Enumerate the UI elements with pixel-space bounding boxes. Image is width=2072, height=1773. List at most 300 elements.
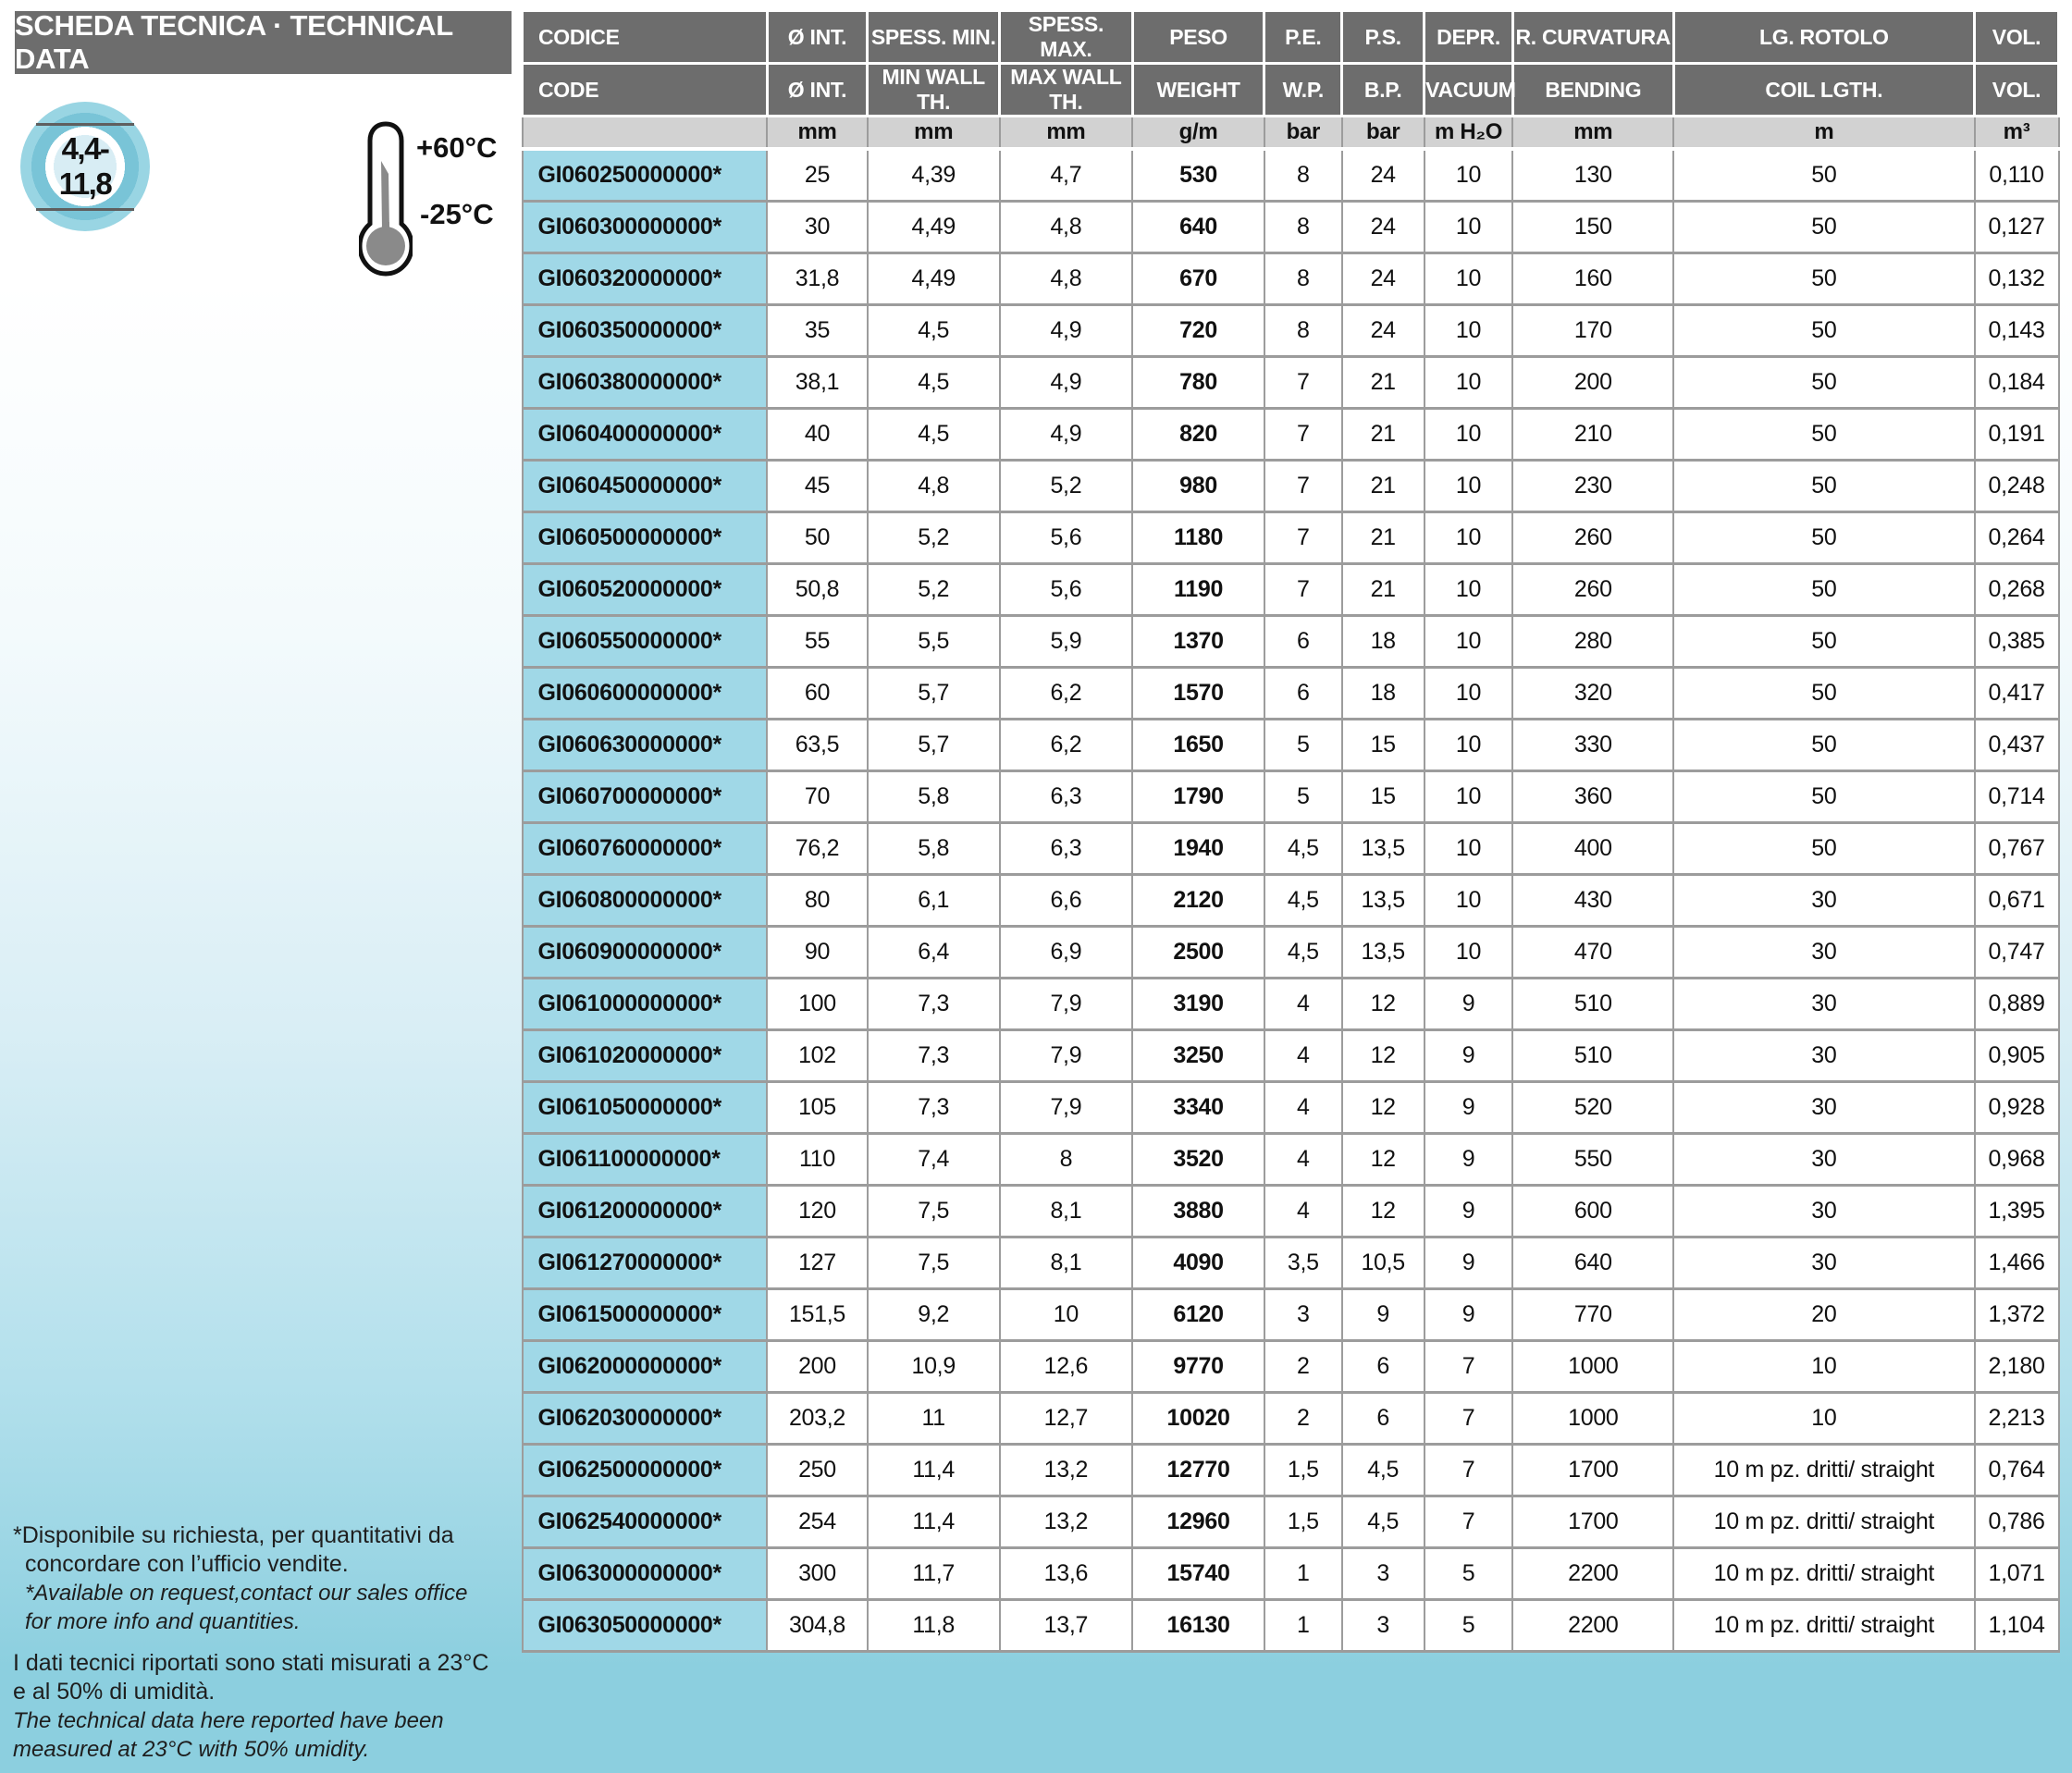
data-cell: 21 <box>1342 461 1424 512</box>
data-cell: 50 <box>1673 771 1974 823</box>
data-cell: 1000 <box>1512 1393 1673 1445</box>
data-cell: 5,2 <box>1000 461 1133 512</box>
data-cell: 3 <box>1342 1548 1424 1600</box>
data-cell: 2200 <box>1512 1600 1673 1652</box>
data-cell: 105 <box>767 1082 868 1134</box>
code-cell: GI060900000000* <box>523 927 768 979</box>
code-cell: GI060320000000* <box>523 253 768 305</box>
table-row <box>523 668 2059 720</box>
data-cell: 8 <box>1264 305 1342 357</box>
data-cell: 10 <box>1424 720 1513 771</box>
data-cell: 0,268 <box>1975 564 2059 616</box>
data-cell: 720 <box>1132 305 1264 357</box>
data-cell: 5,6 <box>1000 512 1133 564</box>
data-cell: 0,110 <box>1975 149 2059 202</box>
data-cell: 12,6 <box>1000 1341 1133 1393</box>
data-cell: 1,5 <box>1264 1445 1342 1496</box>
data-cell: 2500 <box>1132 927 1264 979</box>
data-cell: 35 <box>767 305 868 357</box>
footnote-available-it-line1: *Disponibile su richiesta, per quantitativi da <box>13 1522 454 1548</box>
table-row <box>523 1341 2059 1393</box>
column-header-it: R. CURVATURA <box>1512 11 1673 64</box>
data-cell: 5,2 <box>868 564 1000 616</box>
data-cell: 4 <box>1264 1134 1342 1186</box>
data-cell: 0,437 <box>1975 720 2059 771</box>
data-cell: 640 <box>1512 1237 1673 1289</box>
column-header-it: Ø INT. <box>767 11 868 64</box>
data-cell: 7 <box>1424 1496 1513 1548</box>
data-cell: 4,8 <box>868 461 1000 512</box>
table-row <box>523 461 2059 512</box>
data-cell: 102 <box>767 1030 868 1082</box>
table-row <box>523 1186 2059 1237</box>
data-cell: 120 <box>767 1186 868 1237</box>
data-cell: 10 <box>1424 461 1513 512</box>
column-header-en: W.P. <box>1264 64 1342 117</box>
data-cell: 4,5 <box>1264 875 1342 927</box>
data-cell: 3,5 <box>1264 1237 1342 1289</box>
data-cell: 9 <box>1424 1186 1513 1237</box>
data-cell: 6,4 <box>868 927 1000 979</box>
table-row <box>523 720 2059 771</box>
table-row <box>523 1030 2059 1082</box>
data-cell: 640 <box>1132 202 1264 253</box>
data-cell: 5,7 <box>868 668 1000 720</box>
data-cell: 7,3 <box>868 979 1000 1030</box>
data-cell: 5,6 <box>1000 564 1133 616</box>
column-header-en: VOL. <box>1975 64 2059 117</box>
data-cell: 30 <box>1673 1186 1974 1237</box>
code-cell: GI060800000000* <box>523 875 768 927</box>
data-cell: 7 <box>1264 409 1342 461</box>
data-cell: 12770 <box>1132 1445 1264 1496</box>
data-cell: 1180 <box>1132 512 1264 564</box>
table-row <box>523 1496 2059 1548</box>
data-cell: 1700 <box>1512 1445 1673 1496</box>
data-cell: 50 <box>1673 202 1974 253</box>
column-header-it: LG. ROTOLO <box>1673 11 1974 64</box>
data-cell: 0,184 <box>1975 357 2059 409</box>
data-cell: 10,5 <box>1342 1237 1424 1289</box>
data-cell: 50 <box>1673 409 1974 461</box>
code-cell: GI063000000000* <box>523 1548 768 1600</box>
data-cell: 24 <box>1342 305 1424 357</box>
data-cell: 21 <box>1342 564 1424 616</box>
data-cell: 13,5 <box>1342 823 1424 875</box>
column-header-en: CODE <box>523 64 768 117</box>
data-cell: 4,7 <box>1000 149 1133 202</box>
data-cell: 55 <box>767 616 868 668</box>
data-cell: 1650 <box>1132 720 1264 771</box>
column-unit: mm <box>1512 117 1673 150</box>
table-row <box>523 927 2059 979</box>
data-cell: 1,395 <box>1975 1186 2059 1237</box>
data-cell: 1,071 <box>1975 1548 2059 1600</box>
data-cell: 12 <box>1342 1030 1424 1082</box>
code-cell: GI061270000000* <box>523 1237 768 1289</box>
data-cell: 16130 <box>1132 1600 1264 1652</box>
column-header-en: B.P. <box>1342 64 1424 117</box>
page-title: SCHEDA TECNICA · TECHNICAL DATA <box>15 11 512 74</box>
data-cell: 10 <box>1424 253 1513 305</box>
data-cell: 7 <box>1424 1341 1513 1393</box>
data-cell: 280 <box>1512 616 1673 668</box>
data-cell: 11,4 <box>868 1496 1000 1548</box>
data-cell: 2120 <box>1132 875 1264 927</box>
data-cell: 7,5 <box>868 1186 1000 1237</box>
data-cell: 780 <box>1132 357 1264 409</box>
data-cell: 24 <box>1342 149 1424 202</box>
data-cell: 15 <box>1342 720 1424 771</box>
column-header-en: MIN WALL TH. <box>868 64 1000 117</box>
column-header-it: PESO <box>1132 11 1264 64</box>
code-cell: GI062000000000* <box>523 1341 768 1393</box>
data-cell: 8,1 <box>1000 1186 1133 1237</box>
data-cell: 304,8 <box>767 1600 868 1652</box>
table-row <box>523 1289 2059 1341</box>
data-cell: 980 <box>1132 461 1264 512</box>
data-cell: 50 <box>1673 616 1974 668</box>
code-cell: GI062500000000* <box>523 1445 768 1496</box>
table-row <box>523 979 2059 1030</box>
data-cell: 520 <box>1512 1082 1673 1134</box>
temperature-max-label: +60°C <box>416 131 498 164</box>
table-row <box>523 564 2059 616</box>
data-cell: 9770 <box>1132 1341 1264 1393</box>
column-header-en: VACUUM <box>1424 64 1513 117</box>
data-cell: 10 <box>1424 616 1513 668</box>
data-cell: 9 <box>1424 1030 1513 1082</box>
data-cell: 10 <box>1424 202 1513 253</box>
data-cell: 0,248 <box>1975 461 2059 512</box>
data-cell: 5,7 <box>868 720 1000 771</box>
data-cell: 770 <box>1512 1289 1673 1341</box>
column-unit: mm <box>767 117 868 150</box>
data-cell: 3520 <box>1132 1134 1264 1186</box>
data-cell: 10020 <box>1132 1393 1264 1445</box>
data-cell: 6,2 <box>1000 720 1133 771</box>
data-cell: 5,8 <box>868 771 1000 823</box>
data-cell: 12 <box>1342 979 1424 1030</box>
data-cell: 1700 <box>1512 1496 1673 1548</box>
data-cell: 150 <box>1512 202 1673 253</box>
data-cell: 5,8 <box>868 823 1000 875</box>
code-cell: GI060700000000* <box>523 771 768 823</box>
data-cell: 12,7 <box>1000 1393 1133 1445</box>
data-cell: 4,8 <box>1000 202 1133 253</box>
data-cell: 31,8 <box>767 253 868 305</box>
data-cell: 90 <box>767 927 868 979</box>
column-header-it: DEPR. <box>1424 11 1513 64</box>
data-cell: 160 <box>1512 253 1673 305</box>
data-cell: 0,968 <box>1975 1134 2059 1186</box>
table-row <box>523 771 2059 823</box>
data-cell: 320 <box>1512 668 1673 720</box>
data-cell: 7,5 <box>868 1237 1000 1289</box>
data-cell: 3 <box>1264 1289 1342 1341</box>
data-cell: 13,2 <box>1000 1496 1133 1548</box>
data-cell: 530 <box>1132 149 1264 202</box>
footnote-available-en-line2: for more info and quantities. <box>25 1609 301 1634</box>
data-cell: 6 <box>1264 668 1342 720</box>
table-row <box>523 409 2059 461</box>
data-cell: 1940 <box>1132 823 1264 875</box>
data-cell: 10 <box>1424 927 1513 979</box>
temperature-min-label: -25°C <box>420 198 494 230</box>
table-row <box>523 1082 2059 1134</box>
data-cell: 13,7 <box>1000 1600 1133 1652</box>
data-cell: 10 <box>1000 1289 1133 1341</box>
data-cell: 10 m pz. dritti/ straight <box>1673 1600 1974 1652</box>
data-cell: 70 <box>767 771 868 823</box>
data-cell: 13,5 <box>1342 927 1424 979</box>
data-cell: 3 <box>1342 1600 1424 1652</box>
data-cell: 3190 <box>1132 979 1264 1030</box>
data-cell: 80 <box>767 875 868 927</box>
table-row <box>523 616 2059 668</box>
data-cell: 10 m pz. dritti/ straight <box>1673 1548 1974 1600</box>
thermometer-icon <box>359 120 413 279</box>
data-cell: 0,417 <box>1975 668 2059 720</box>
data-cell: 110 <box>767 1134 868 1186</box>
data-cell: 8 <box>1264 253 1342 305</box>
data-cell: 10 <box>1424 149 1513 202</box>
data-cell: 30 <box>1673 1134 1974 1186</box>
data-cell: 7 <box>1264 512 1342 564</box>
code-cell: GI060520000000* <box>523 564 768 616</box>
data-cell: 0,905 <box>1975 1030 2059 1082</box>
data-cell: 30 <box>1673 1237 1974 1289</box>
table-row <box>523 149 2059 202</box>
data-cell: 510 <box>1512 979 1673 1030</box>
data-cell: 1 <box>1264 1548 1342 1600</box>
data-cell: 7,4 <box>868 1134 1000 1186</box>
data-cell: 9 <box>1424 1237 1513 1289</box>
data-cell: 6,6 <box>1000 875 1133 927</box>
code-cell: GI063050000000* <box>523 1600 768 1652</box>
column-unit: mm <box>1000 117 1133 150</box>
data-cell: 7 <box>1424 1445 1513 1496</box>
data-cell: 5 <box>1424 1548 1513 1600</box>
data-cell: 50 <box>1673 461 1974 512</box>
column-unit: g/m <box>1132 117 1264 150</box>
data-cell: 6,3 <box>1000 771 1133 823</box>
data-cell: 4,5 <box>1264 823 1342 875</box>
table-row <box>523 1600 2059 1652</box>
data-cell: 45 <box>767 461 868 512</box>
data-cell: 10 <box>1424 305 1513 357</box>
code-cell: GI060600000000* <box>523 668 768 720</box>
data-cell: 7 <box>1424 1393 1513 1445</box>
data-cell: 1370 <box>1132 616 1264 668</box>
code-cell: GI061050000000* <box>523 1082 768 1134</box>
data-cell: 3250 <box>1132 1030 1264 1082</box>
data-cell: 200 <box>1512 357 1673 409</box>
data-cell: 12 <box>1342 1186 1424 1237</box>
data-cell: 2 <box>1264 1341 1342 1393</box>
table-row <box>523 253 2059 305</box>
column-unit: m H₂O <box>1424 117 1513 150</box>
data-cell: 550 <box>1512 1134 1673 1186</box>
data-cell: 5 <box>1264 720 1342 771</box>
table-row <box>523 1237 2059 1289</box>
data-cell: 250 <box>767 1445 868 1496</box>
data-cell: 1,466 <box>1975 1237 2059 1289</box>
code-cell: GI060450000000* <box>523 461 768 512</box>
code-cell: GI060550000000* <box>523 616 768 668</box>
data-cell: 430 <box>1512 875 1673 927</box>
data-cell: 5,5 <box>868 616 1000 668</box>
data-cell: 38,1 <box>767 357 868 409</box>
data-cell: 7,9 <box>1000 1030 1133 1082</box>
data-cell: 10 <box>1424 771 1513 823</box>
data-cell: 50 <box>767 512 868 564</box>
footnotes <box>13 1521 531 1764</box>
data-cell: 11,7 <box>868 1548 1000 1600</box>
column-header-it: P.S. <box>1342 11 1424 64</box>
data-cell: 30 <box>767 202 868 253</box>
data-cell: 5,9 <box>1000 616 1133 668</box>
data-cell: 30 <box>1673 1082 1974 1134</box>
data-cell: 3340 <box>1132 1082 1264 1134</box>
code-cell: GI061100000000* <box>523 1134 768 1186</box>
data-cell: 7 <box>1264 357 1342 409</box>
data-cell: 2200 <box>1512 1548 1673 1600</box>
code-cell: GI060380000000* <box>523 357 768 409</box>
data-cell: 1790 <box>1132 771 1264 823</box>
data-cell: 15 <box>1342 771 1424 823</box>
data-cell: 1190 <box>1132 564 1264 616</box>
data-cell: 7,9 <box>1000 979 1133 1030</box>
data-cell: 6,9 <box>1000 927 1133 979</box>
data-cell: 7,3 <box>868 1030 1000 1082</box>
table-row <box>523 512 2059 564</box>
column-header-it: SPESS. MAX. <box>1000 11 1133 64</box>
column-header-it: P.E. <box>1264 11 1342 64</box>
data-cell: 21 <box>1342 512 1424 564</box>
data-cell: 40 <box>767 409 868 461</box>
data-cell: 25 <box>767 149 868 202</box>
data-cell: 12 <box>1342 1134 1424 1186</box>
data-cell: 7,3 <box>868 1082 1000 1134</box>
data-cell: 1 <box>1264 1600 1342 1652</box>
code-cell: GI061000000000* <box>523 979 768 1030</box>
data-cell: 5 <box>1264 771 1342 823</box>
table-header-row <box>523 11 2059 64</box>
column-unit: mm <box>868 117 1000 150</box>
data-cell: 0,127 <box>1975 202 2059 253</box>
data-cell: 820 <box>1132 409 1264 461</box>
data-cell: 4,5 <box>868 357 1000 409</box>
column-unit: bar <box>1264 117 1342 150</box>
code-cell: GI060250000000* <box>523 149 768 202</box>
column-header-it: VOL. <box>1975 11 2059 64</box>
data-cell: 10 <box>1424 875 1513 927</box>
table-row <box>523 1548 2059 1600</box>
data-cell: 1,104 <box>1975 1600 2059 1652</box>
data-cell: 0,132 <box>1975 253 2059 305</box>
data-cell: 230 <box>1512 461 1673 512</box>
data-cell: 470 <box>1512 927 1673 979</box>
data-cell: 11,8 <box>868 1600 1000 1652</box>
data-cell: 9 <box>1424 1134 1513 1186</box>
data-cell: 5,2 <box>868 512 1000 564</box>
data-cell: 50 <box>1673 564 1974 616</box>
code-cell: GI060400000000* <box>523 409 768 461</box>
data-cell: 2 <box>1264 1393 1342 1445</box>
data-cell: 4,49 <box>868 202 1000 253</box>
data-cell: 170 <box>1512 305 1673 357</box>
data-cell: 1570 <box>1132 668 1264 720</box>
data-cell: 4090 <box>1132 1237 1264 1289</box>
footnote-measured-en-line2: measured at 23°C with 50% umidity. <box>13 1737 370 1762</box>
data-cell: 0,264 <box>1975 512 2059 564</box>
data-cell: 4,49 <box>868 253 1000 305</box>
data-cell: 50 <box>1673 253 1974 305</box>
data-cell: 7 <box>1264 564 1342 616</box>
data-cell: 510 <box>1512 1030 1673 1082</box>
data-cell: 10 <box>1424 409 1513 461</box>
data-cell: 127 <box>767 1237 868 1289</box>
data-cell: 0,764 <box>1975 1445 2059 1496</box>
data-cell: 2,213 <box>1975 1393 2059 1445</box>
column-unit: m <box>1673 117 1974 150</box>
table-units-row <box>523 117 2059 150</box>
data-cell: 50 <box>1673 720 1974 771</box>
data-cell: 4,8 <box>1000 253 1133 305</box>
data-cell: 21 <box>1342 357 1424 409</box>
data-cell: 9 <box>1424 1082 1513 1134</box>
data-cell: 50 <box>1673 823 1974 875</box>
data-cell: 9 <box>1424 1289 1513 1341</box>
data-cell: 4,9 <box>1000 409 1133 461</box>
data-cell: 4,9 <box>1000 305 1133 357</box>
data-cell: 13,5 <box>1342 875 1424 927</box>
data-cell: 63,5 <box>767 720 868 771</box>
data-cell: 4,5 <box>1264 927 1342 979</box>
data-cell: 4,5 <box>1342 1445 1424 1496</box>
data-cell: 11 <box>868 1393 1000 1445</box>
data-cell: 6,1 <box>868 875 1000 927</box>
data-cell: 200 <box>767 1341 868 1393</box>
data-cell: 0,714 <box>1975 771 2059 823</box>
data-cell: 21 <box>1342 409 1424 461</box>
data-cell: 0,928 <box>1975 1082 2059 1134</box>
data-cell: 151,5 <box>767 1289 868 1341</box>
data-cell: 1000 <box>1512 1341 1673 1393</box>
data-cell: 6 <box>1342 1393 1424 1445</box>
data-cell: 20 <box>1673 1289 1974 1341</box>
column-header-it: CODICE <box>523 11 768 64</box>
data-cell: 254 <box>767 1496 868 1548</box>
data-cell: 0,191 <box>1975 409 2059 461</box>
diameter-range-label: 4,4-11,8 <box>36 123 134 211</box>
data-cell: 100 <box>767 979 868 1030</box>
data-cell: 76,2 <box>767 823 868 875</box>
data-cell: 9,2 <box>868 1289 1000 1341</box>
data-cell: 9 <box>1424 979 1513 1030</box>
data-cell: 2,180 <box>1975 1341 2059 1393</box>
footnote-measured-it-line1: I dati tecnici riportati sono stati misurati a 23°C <box>13 1650 489 1676</box>
technical-data-table <box>521 9 2060 1653</box>
code-cell: GI062030000000* <box>523 1393 768 1445</box>
table-header-row <box>523 64 2059 117</box>
code-cell: GI061200000000* <box>523 1186 768 1237</box>
data-cell: 50 <box>1673 149 1974 202</box>
data-cell: 7 <box>1264 461 1342 512</box>
data-cell: 30 <box>1673 927 1974 979</box>
data-cell: 6 <box>1264 616 1342 668</box>
